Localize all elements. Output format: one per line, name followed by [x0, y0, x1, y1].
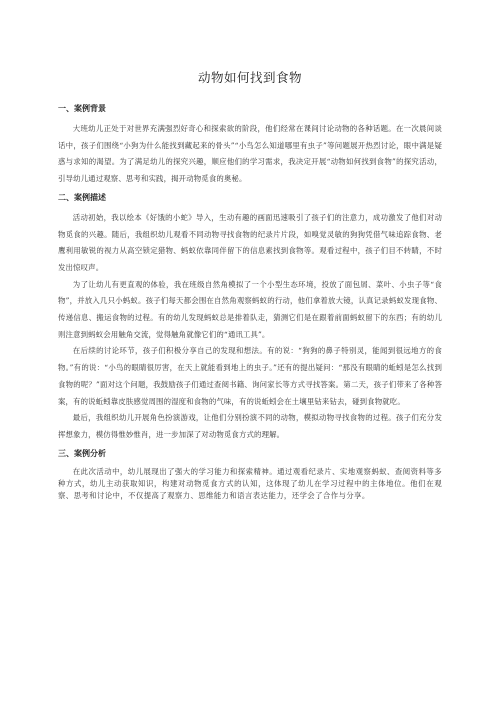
- section-description: [58, 192, 442, 444]
- section-heading: 三、案例分析: [58, 448, 106, 458]
- section-heading: 一、案例背景: [58, 104, 106, 113]
- paragraph: 在后续的讨论环节，孩子们积极分享自己的发现和想法。有的说：“狗狗的鼻子特别灵，能闻到很远地方的食物。”有的说：“小鸟的眼睛很厉害，在天上就能看到地上的虫子。”还有的提出疑问：“那没有眼睛的蚯蚓是怎么找到食物的呢？”面对这个问题，我鼓励孩子们通过查阅书籍、询问家长等方式寻找答案。第二天，孩子们带来了各种答案，有的说蚯蚓靠皮肤感觉周围的湿度和食物的气味，有的说蚯蚓会在土壤里钻来钻去，碰到食物就吃。: [58, 346, 442, 406]
- section-analysis: [58, 448, 442, 503]
- document-title: 动物如何找到食物: [197, 70, 302, 85]
- paragraph: 在此次活动中，幼儿展现出了强大的学习能力和探索精神。通过观看纪录片、实地观察蚂蚁、查阅资料等多种方式，幼儿主动获取知识，构建对动物觅食方式的认知，这体现了幼儿在学习过程中的主体地位。他们在观察、思考和讨论中，不仅提高了观察力、思维能力和语言表达能力，还学会了合作与分享。: [58, 466, 442, 501]
- paragraph: 最后，我组织幼儿开展角色扮演游戏，让他们分别扮演不同的动物，模拟动物寻找食物的过程。孩子们充分发挥想象力，模仿得惟妙惟肖，进一步加深了对动物觅食方式的理解。: [58, 413, 442, 439]
- paragraph: 为了让幼儿有更直观的体验，我在班级自然角模拟了一个小型生态环境，投放了面包屑、菜叶、小虫子等“食物”，并放入几只小蚂蚁。孩子们每天都会围在自然角观察蚂蚁的行动，他们拿着放大镜，认真记录蚂蚁发现食物、传递信息、搬运食物的过程。有的幼儿发现蚂蚁总是排着队走，猜测它们是在跟着前面蚂蚁留下的东西；有的幼儿则注意到蚂蚁会用触角交流，觉得触角就像它们的“通讯工具”。: [58, 279, 442, 339]
- section-heading: 二、案例描述: [58, 192, 106, 202]
- paragraph: 大班幼儿正处于对世界充满强烈好奇心和探索欲的阶段，他们经常在课间讨论动物的各种话题。在一次晨间谈话中，孩子们围绕“小狗为什么能找到藏起来的骨头”“小鸟怎么知道哪里有虫子”等问题展开热烈讨论，眼中满是疑惑与求知的渴望。为了满足幼儿的探究兴趣，顺应他们的学习需求，我决定开展“动物如何找到食物”的探究活动，引导幼儿通过观察、思考和实践，揭开动物觅食的奥秘。: [58, 124, 442, 184]
- paragraph: 活动初始，我以绘本《好饿的小蛇》导入，生动有趣的画面迅速吸引了孩子们的注意力，成功激发了他们对动物觅食的兴趣。随后，我组织幼儿观看不同动物寻找食物的纪录片片段，如嗅觉灵敏的狗狗凭借气味追踪食物、老鹰利用敏锐的视力从高空锁定猎物、蚂蚁依靠同伴留下的信息素找到食物等。观看过程中，孩子们目不转睛，不时发出惊叹声。: [58, 212, 442, 272]
- section-background: [58, 103, 442, 188]
